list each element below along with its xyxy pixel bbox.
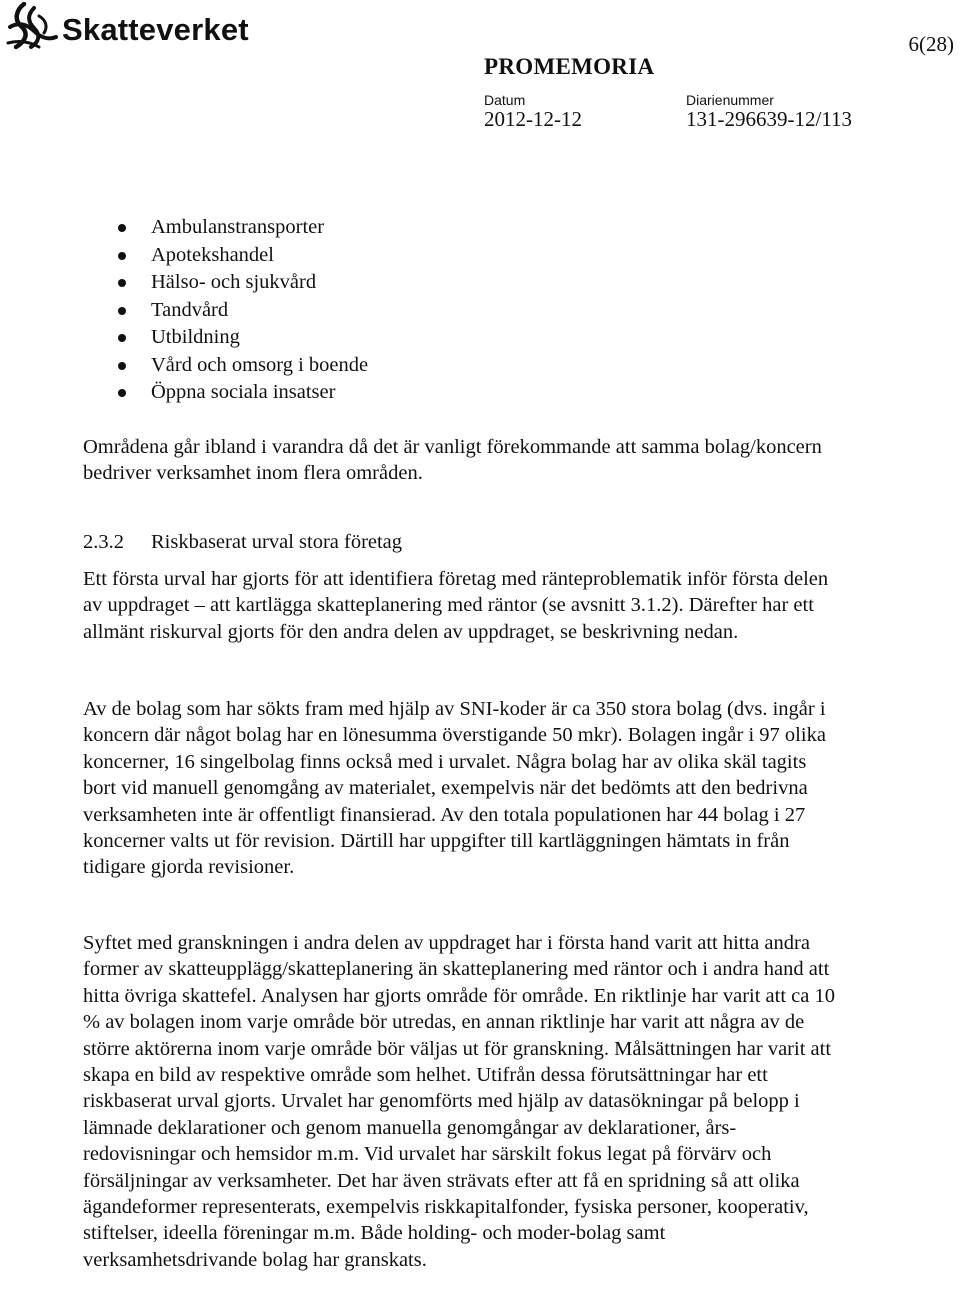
- page-number: 6(28): [908, 32, 954, 56]
- bullet-text: Hälso- och sjukvård: [151, 271, 317, 293]
- bullet-icon: [118, 362, 126, 370]
- crown-logo-icon: [4, 2, 58, 50]
- skatteverket-logo: [4, 2, 249, 50]
- bullet-item: [83, 214, 368, 242]
- bullet-item: [83, 379, 368, 407]
- bullet-item: [83, 352, 368, 380]
- reference-label: Diarienummer: [686, 92, 774, 108]
- bullet-text: Vård och omsorg i boende: [151, 353, 369, 376]
- bullet-icon: [118, 252, 126, 260]
- brand-name: Skatteverket: [62, 11, 249, 47]
- bullet-item: [83, 297, 368, 325]
- paragraph-selected-companies: Av de bolag som har sökts fram med hjälp av SNI-koder är ca 350 stora bolag (dvs. ingår i koncern där något bolag har en lönesumma överstigande 50 mkr). Bolagen ingår i 97 olika koncerner, 16 singelbolag finns också med i urvalet. Några bolag har av olika skäl tagits bort vid manuell genomgång av materialet, exempelvis när det bedömts att den bedrivna verksamheten inte är offentligt finansierad. Av den totala populationen har 44 bolag i 27 koncerner valts ut för revision. Därtill har uppgifter till kartläggningen hämtats in från tidigare gjorda revisioner.: [83, 698, 826, 879]
- bullet-icon: [118, 279, 126, 287]
- bullet-icon: [118, 307, 126, 315]
- bullet-text: Apotekshandel: [151, 243, 274, 266]
- bullet-item: [83, 324, 368, 352]
- reference-value: 131-296639-12/113: [686, 107, 853, 131]
- section-heading: [83, 529, 402, 555]
- bullet-icon: [118, 224, 126, 232]
- date-label: Datum: [484, 92, 526, 108]
- section-title: Riskbaserat urval stora företag: [151, 531, 403, 553]
- bullet-text: Tandvård: [151, 298, 229, 321]
- bullet-item: [83, 269, 368, 297]
- bullet-list: [83, 214, 368, 407]
- bullet-text: Öppna sociala insatser: [151, 381, 336, 403]
- bullet-icon: [118, 334, 126, 342]
- bullet-text: Utbildning: [151, 326, 240, 348]
- section-number: 2.3.2: [83, 531, 124, 553]
- paragraph-first-selection: Ett första urval har gjorts för att identifiera företag med ränteproblematik inför första delen av uppdraget – att kartlägga skatteplanering med räntor (se avsnitt 3.1.2). Därefter har ett allmänt riskurval gjorts för den andra delen av uppdraget, se beskrivning nedan.: [83, 568, 829, 643]
- bullet-text: Ambulanstransporter: [151, 216, 325, 238]
- paragraph-review-purpose: Syftet med granskningen i andra delen av uppdraget har i första hand varit att hitta andra former av skatteupplägg/skatteplanering än skatteplanering med räntor och i andra hand att hitta övriga skattefel. Analysen har gjorts område för område. En riktlinje har varit att ca 10 % av bolagen inom varje område bör utredas, en annan riktlinje har varit att några av de större aktörerna inom varje område bör väljas ut för granskning. Målsättningen har varit att skapa en bild av respektive område som helhet. Utifrån dessa förutsättningar har ett riskbaserat urval gjorts. Urvalet har genomförts med hjälp av datasökningar på belopp i lämnade deklarationer och genom manuella genomgångar av deklarationer, års-redovisningar och hemsidor m.m. Vid urvalet har särskilt fokus legat på förvärv och försäljningar av verksamheter. Det har även strävats efter att få en spridning så att olika ägandeformer representerats, exempelvis riskkapitalfonder, fysiska personer, kooperativ, stiftelser, ideella föreningar m.m. Både holding- och moder-bolag samt verksamhetsdrivande bolag har granskats.: [83, 932, 835, 1271]
- bullet-item: [83, 242, 368, 270]
- date-value: 2012-12-12: [484, 107, 582, 131]
- document-type: PROMEMORIA: [484, 54, 655, 79]
- bullet-icon: [118, 389, 126, 397]
- paragraph-areas-overlap: Områdena går ibland i varandra då det är vanligt förekommande att samma bolag/koncern bedriver verksamhet inom flera områden.: [83, 436, 822, 485]
